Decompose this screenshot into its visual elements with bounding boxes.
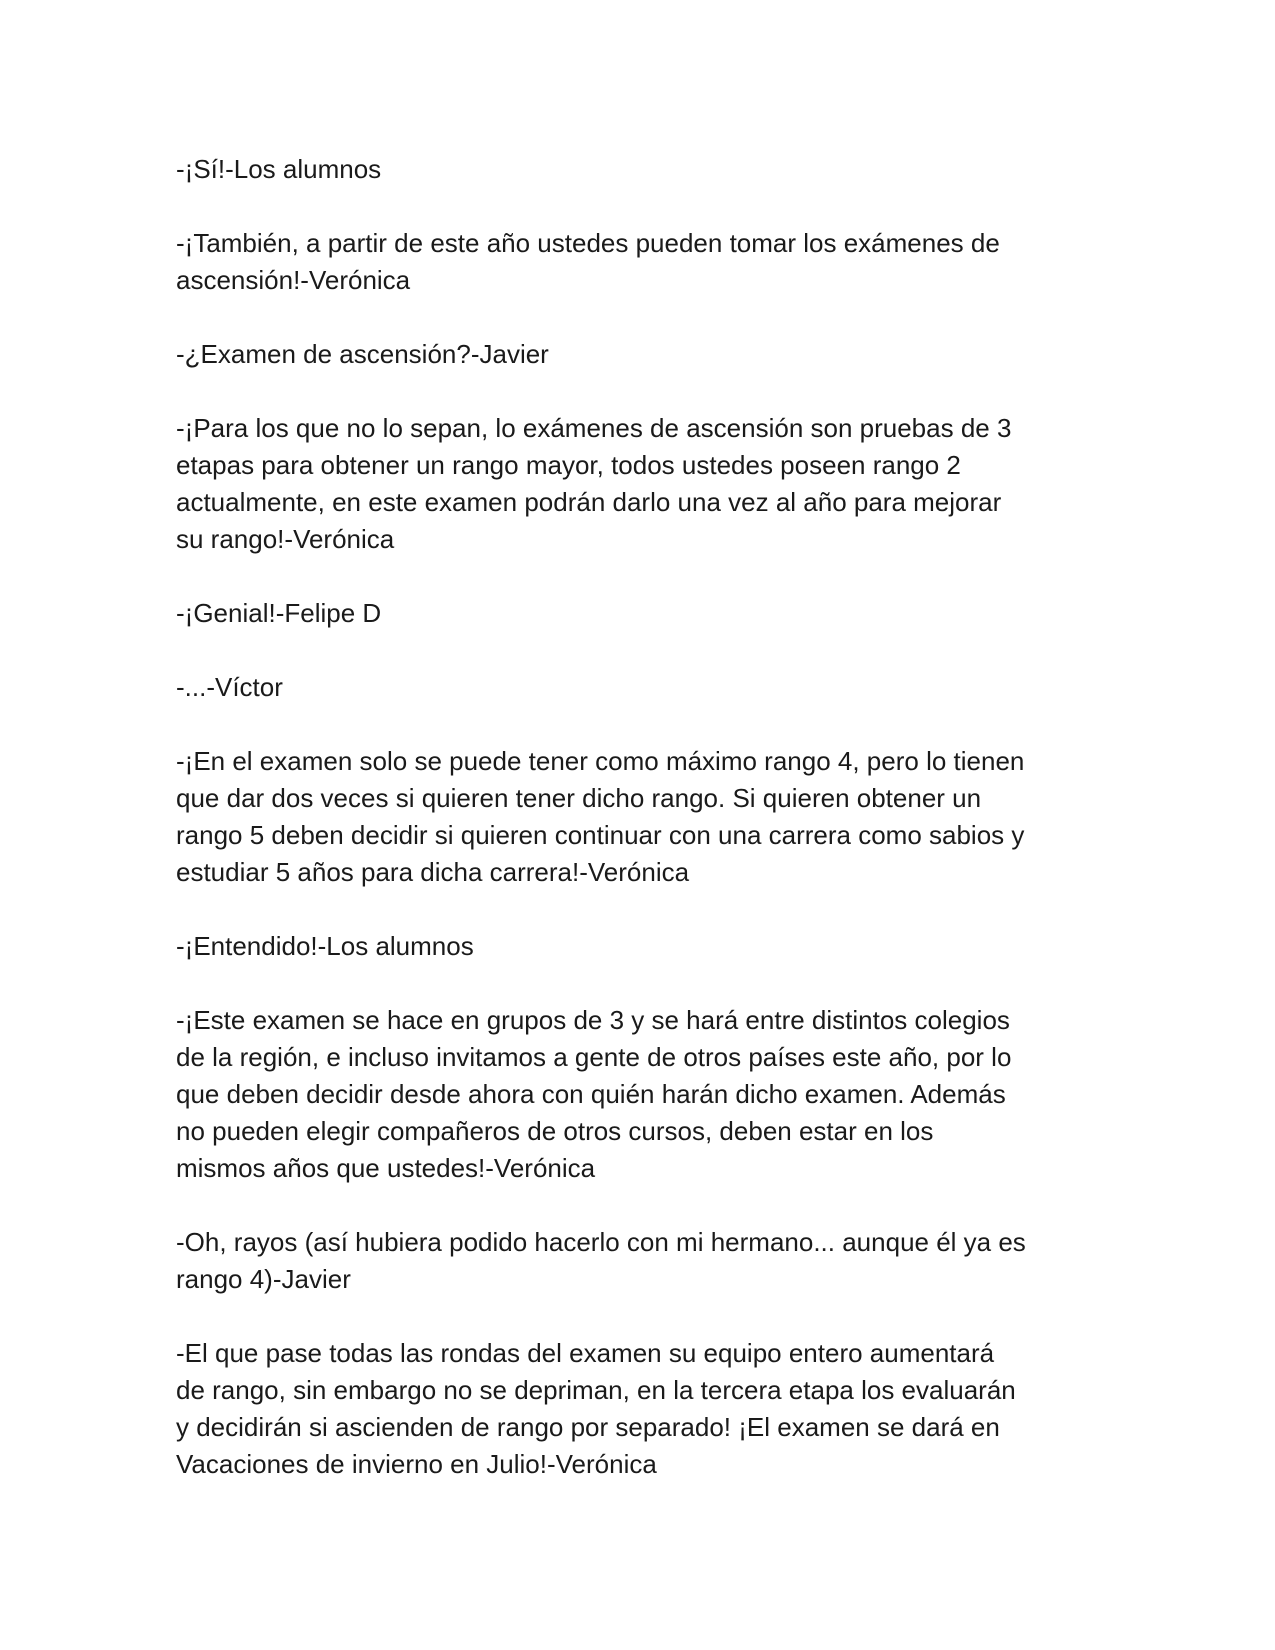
text-line: mismos años que ustedes!-Verónica [176, 1153, 596, 1183]
text-line: -¡Para los que no lo sepan, lo exámenes de ascensión son pruebas de 3 [176, 413, 1012, 443]
paragraph-8 [176, 928, 1106, 965]
text-line: -¡Sí!-Los alumnos [176, 154, 382, 184]
paragraph-4 [176, 410, 1106, 558]
text-line: estudiar 5 años para dicha carrera!-Verónica [176, 857, 690, 887]
document-body [176, 151, 1106, 1520]
text-line: -Oh, rayos (así hubiera podido hacerlo con mi hermano... aunque él ya es [176, 1227, 1026, 1257]
paragraph-10 [176, 1224, 1106, 1298]
text-line: rango 4)-Javier [176, 1264, 351, 1294]
paragraph-6 [176, 669, 1106, 706]
text-line: que dar dos veces si quieren tener dicho rango. Si quieren obtener un [176, 783, 982, 813]
paragraph-5 [176, 595, 1106, 632]
text-line: -¡Genial!-Felipe D [176, 598, 382, 628]
text-line: etapas para obtener un rango mayor, todos ustedes poseen rango 2 [176, 450, 961, 480]
paragraph-9 [176, 1002, 1106, 1187]
text-line: actualmente, en este examen podrán darlo una vez al año para mejorar [176, 487, 1002, 517]
text-line: -El que pase todas las rondas del examen su equipo entero aumentará [176, 1338, 995, 1368]
paragraph-1 [176, 151, 1106, 188]
paragraph-2 [176, 225, 1106, 299]
text-line: su rango!-Verónica [176, 524, 395, 554]
text-line: no pueden elegir compañeros de otros cursos, deben estar en los [176, 1116, 934, 1146]
text-line: ascensión!-Verónica [176, 265, 411, 295]
text-line: y decidirán si ascienden de rango por separado! ¡El examen se dará en [176, 1412, 1000, 1442]
text-line: que deben decidir desde ahora con quién harán dicho examen. Además [176, 1079, 1006, 1109]
text-line: de rango, sin embargo no se depriman, en la tercera etapa los evaluarán [176, 1375, 1016, 1405]
text-line: -¡Este examen se hace en grupos de 3 y se hará entre distintos colegios [176, 1005, 1010, 1035]
text-line: de la región, e incluso invitamos a gente de otros países este año, por lo [176, 1042, 1012, 1072]
paragraph-11 [176, 1335, 1106, 1483]
text-line: rango 5 deben decidir si quieren continuar con una carrera como sabios y [176, 820, 1025, 850]
paragraph-7 [176, 743, 1106, 891]
text-line: -¡También, a partir de este año ustedes pueden tomar los exámenes de [176, 228, 1000, 258]
text-line: Vacaciones de invierno en Julio!-Verónica [176, 1449, 657, 1479]
text-line: -¡En el examen solo se puede tener como máximo rango 4, pero lo tienen [176, 746, 1025, 776]
text-line: -...-Víctor [176, 672, 283, 702]
text-line: -¿Examen de ascensión?-Javier [176, 339, 549, 369]
text-line: -¡Entendido!-Los alumnos [176, 931, 474, 961]
paragraph-3 [176, 336, 1106, 373]
